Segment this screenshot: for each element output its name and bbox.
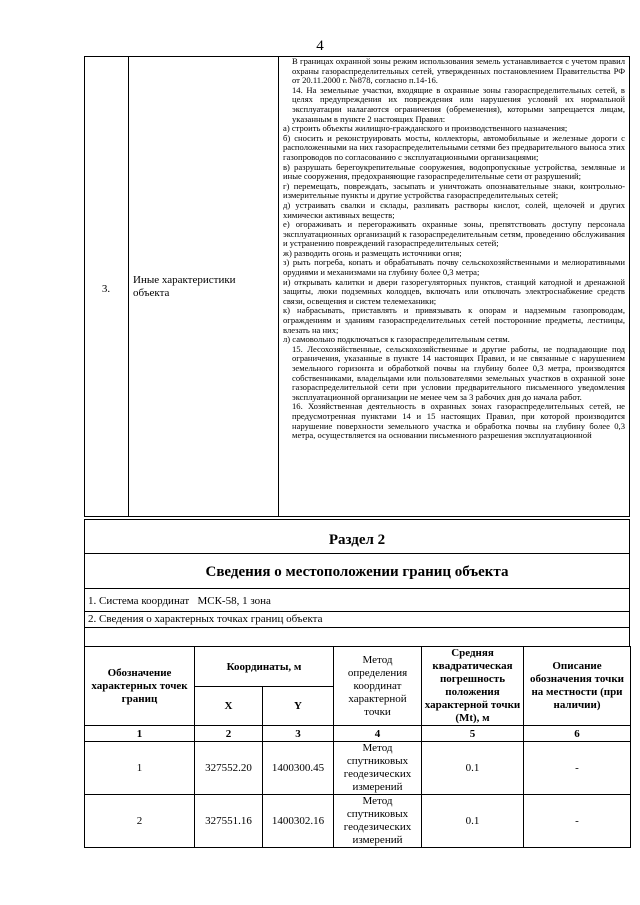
cell-mt: 0.1	[422, 795, 524, 848]
legal-paragraph: л) самовольно подключаться к газораспределительным сетям.	[283, 334, 510, 345]
coordinates-table	[84, 646, 631, 848]
cell-method: Метод спутниковых геодезических измерений	[334, 742, 422, 795]
cell-y: 1400302.16	[263, 795, 334, 848]
legal-paragraph: 16. Хозяйственная деятельность в охранных зонах газораспределительных сетей, не предусмотренная пунктами 14 и 15 настоящих Правил, при которой производится нарушение поверхности земельного участка и обработка почвы на глубину более 0,3 метра, осуществляется на основании письменного разрешения эксплуатационной	[292, 401, 625, 441]
cell-mt: 0.1	[422, 742, 524, 795]
column-number: 2	[195, 726, 263, 742]
column-number: 4	[334, 726, 422, 742]
table-row	[85, 742, 631, 795]
cell-x: 327552.20	[195, 742, 263, 795]
column-number: 1	[85, 726, 195, 742]
header-y: Y	[263, 687, 334, 726]
legal-paragraph: к) набрасывать, приставлять и привязывать к опорам и надземным газопроводам, ограждениям и зданиям газораспределительных сетей посторонние предметы, лестницы, влезать на них;	[283, 305, 625, 335]
header-accuracy: Средняя квадратическая погрешность положения характерной точки (Mt), м	[422, 647, 524, 726]
table-row	[85, 795, 631, 848]
column-number: 3	[263, 726, 334, 742]
cell-method: Метод спутниковых геодезических измерений	[334, 795, 422, 848]
legal-paragraph: в) разрушать берегоукрепительные сооружения, водопропускные устройства, земляные и иные сооружения, предохраняющие газораспределительные сети от разрушений;	[283, 161, 625, 182]
legal-paragraph: а) строить объекты жилищно-гражданского и производственного назначения;	[283, 123, 568, 134]
section-rule-1	[84, 553, 630, 554]
section-rule-4	[84, 627, 630, 628]
column-number: 6	[524, 726, 631, 742]
cell-desc: -	[524, 795, 631, 848]
legal-paragraph: В границах охранной зоны режим использования земель устанавливается с учетом правил охраны газораспределительных сетей, утвержденных постановлением Правительства РФ от 20.11.2000 г. №878, согласно п.14-16.	[292, 57, 625, 86]
legal-paragraph: 14. На земельные участки, входящие в охранные зоны газораспределительных сетей, в целях предупреждения их повреждения или нарушения условий их нормальной эксплуатации налагаются ограничения (обременения), которыми запрещается лицам, указанным в пункте 2 настоящих Правил:	[292, 84, 625, 124]
cell-y: 1400300.45	[263, 742, 334, 795]
row3-index: 3.	[101, 283, 111, 295]
header-point-label: Обозначение характерных точек границ	[85, 647, 195, 726]
header-method: Метод определения координат характерной точки	[334, 647, 422, 726]
section-rule-3	[84, 611, 630, 612]
legal-paragraph: е) огораживать и перегораживать охранные зоны, препятствовать доступу персонала эксплуатационных организаций к газораспределительным сетям, проведению обслуживания и устранению повреждений газораспределительных сетей;	[283, 219, 625, 249]
legal-paragraph: д) устраивать свалки и склады, разливать растворы кислот, солей, щелочей и других химически активных веществ;	[283, 199, 625, 220]
legal-paragraph: б) сносить и реконструировать мосты, коллекторы, автомобильные и железные дороги с расположенными на них газораспределительными сетями без предварительного выноса этих газопроводов по согласованию с эксплуатационными организациями;	[283, 132, 625, 162]
row3-legal-text	[283, 57, 625, 516]
column-number: 5	[422, 726, 524, 742]
section-subtitle: Сведения о местоположении границ объекта	[205, 564, 509, 580]
legal-paragraph: з) рыть погреба, копать и обрабатывать почву сельскохозяйственными и мелиоративными орудиями и механизмами на глубину более 0,3 метра;	[283, 257, 625, 278]
cell-point: 2	[85, 795, 195, 848]
section-title: Раздел 2	[328, 532, 386, 548]
page-number: 4	[316, 38, 324, 54]
cell-point: 1	[85, 742, 195, 795]
header-description: Описание обозначения точки на местности (при наличии)	[524, 647, 631, 726]
cell-desc: -	[524, 742, 631, 795]
legal-paragraph: ж) разводить огонь и размещать источники огня;	[283, 247, 462, 258]
section-rule-2	[84, 588, 630, 589]
legal-paragraph: г) перемещать, повреждать, засыпать и уничтожать опознавательные знаки, контрольно-измерительные пункты и другие устройства газораспределительных сетей;	[283, 180, 625, 201]
row3-divider-2	[278, 56, 279, 517]
legal-paragraph: и) открывать калитки и двери газорегуляторных пунктов, станций катодной и дренажной защиты, люки подземных колодцев, включать или отключать электроснабжение средств связи, освещения и систем телемеханики;	[283, 276, 625, 306]
coordinate-system-line: 1. Система координат МСК-58, 1 зона	[88, 595, 271, 607]
header-x: X	[195, 687, 263, 726]
points-info-line: 2. Сведения о характерных точках границ объекта	[88, 613, 323, 625]
row3-label: Иные характеристики объекта	[133, 274, 236, 299]
legal-paragraph: 15. Лесохозяйственные, сельскохозяйственные и другие работы, не подпадающие под ограничения, указанные в пункте 14 настоящих Правил, и не связанные с нарушением земельного горизонта и обработкой почвы на глубину более 0,3 метра, производятся собственниками, владельцами или пользователями земельных участков в охранной зоне газораспределительной сети при условии предварительного письменного уведомления эксплуатационной организации не менее чем за 3 рабочих дня до начала работ.	[292, 343, 625, 402]
row3-divider-1	[128, 56, 129, 517]
header-coordinates: Координаты, м	[195, 647, 334, 687]
cell-x: 327551.16	[195, 795, 263, 848]
